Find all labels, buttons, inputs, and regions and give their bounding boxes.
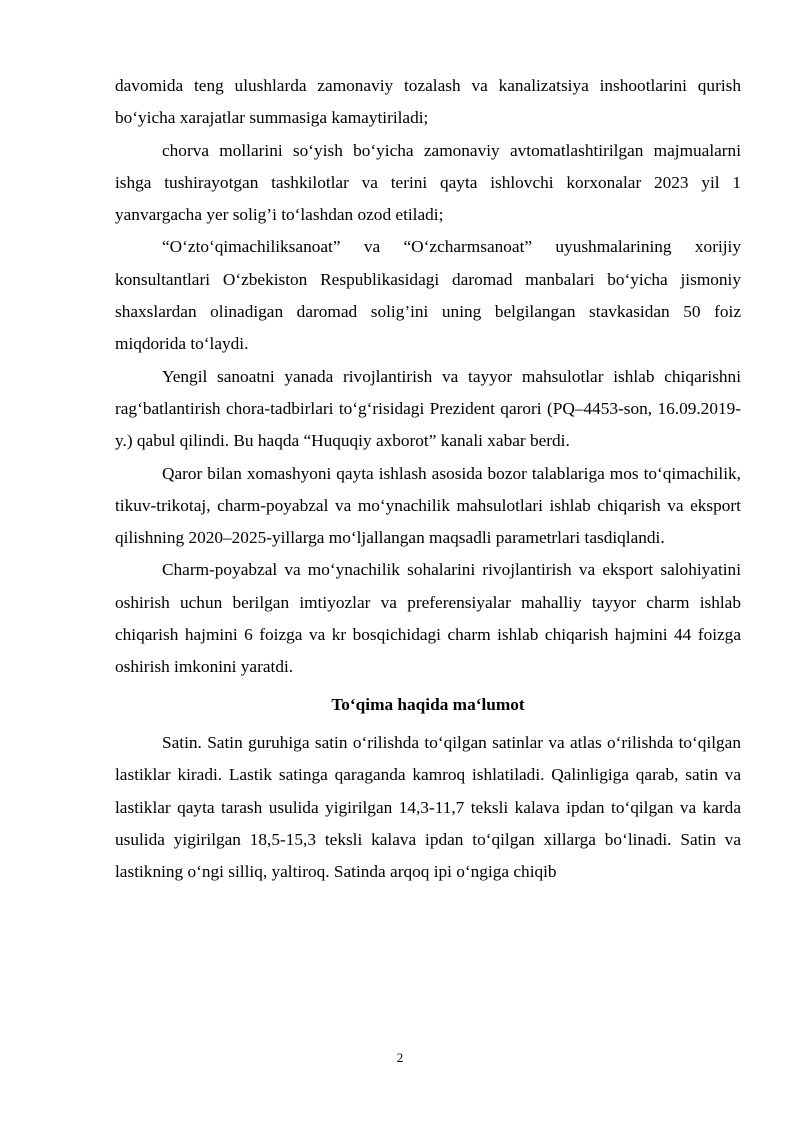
paragraph-satin: Satin. Satin guruhiga satin o‘rilishda to‘qilgan satinlar va atlas o‘rilishda to‘qilgan lastiklar kiradi. Lastik satinga qaraganda kamroq ishlatiladi. Qalinligiga qarab, satin va lastiklar qayta tarash usulida yigirilgan 14,3-11,7 teksli kalava ipdan to‘qilgan va karda usulida yigirilgan 18,5-15,3 teksli kalava ipdan to‘qilgan xillarga bo‘linadi. Satin va lastikning o‘ngi silliq, yaltiroq. Satinda arqoq ipi o‘ngiga chiqib	[115, 732, 741, 882]
paragraph-target-parameters: Qaror bilan xomashyoni qayta ishlash asosida bozor talablariga mos to‘qimachilik, tikuv-trikotaj, charm-poyabzal va mo‘ynachilik mahsulotlari ishlab chiqarish va eksport qilishning 2020–2025-yillarga mo‘ljallangan maqsadli parametrlari tasdiqlandi.	[115, 463, 741, 548]
page-number: 2	[396, 1050, 404, 1065]
paragraph-continuation: davomida teng ulushlarda zamonaviy tozalash va kanalizatsiya inshootlarini qurish bo‘yicha xarajatlar summasiga kamaytiriladi;	[115, 76, 741, 128]
paragraph-consultants-income-tax: “O‘zto‘qimachiliksanoat” va “O‘zcharmsanoat” uyushmalarining xorijiy konsultantlari O‘zbekiston Respublikasidagi daromad manbalari bo‘yicha jismoniy shaxslardan olinadigan daromad solig’ini uning belgilangan stavkasidan 50 foiz miqdorida to‘laydi.	[115, 237, 741, 354]
section-heading: To‘qima haqida ma‘lumot	[331, 694, 525, 714]
paragraph-president-decree: Yengil sanoatni yanada rivojlantirish va tayyor mahsulotlar ishlab chiqarishni rag‘batlantirish chora-tadbirlari to‘g‘risidagi Prezident qarori (PQ–4453-son, 16.09.2019-y.) qabul qilindi. Bu haqda “Huquqiy axborot” kanali xabar berdi.	[115, 366, 741, 451]
paragraph-livestock-tax-exemption: chorva mollarini so‘yish bo‘yicha zamonaviy avtomatlashtirilgan majmualarni ishga tushirayotgan tashkilotlar va terini qayta ishlovchi korxonalar 2023 yil 1 yanvargacha yer solig’i to‘lashdan ozod etiladi;	[115, 140, 741, 225]
document-page	[115, 70, 741, 888]
paragraph-leather-production: Charm-poyabzal va mo‘ynachilik sohalarini rivojlantirish va eksport salohiyatini oshirish uchun berilgan imtiyozlar va preferensiyalar mahalliy tayyor charm ishlab chiqarish hajmini 6 foizga va kr bosqichidagi charm ishlab chiqarish hajmini 44 foizga oshirish imkonini yaratdi.	[115, 560, 741, 677]
